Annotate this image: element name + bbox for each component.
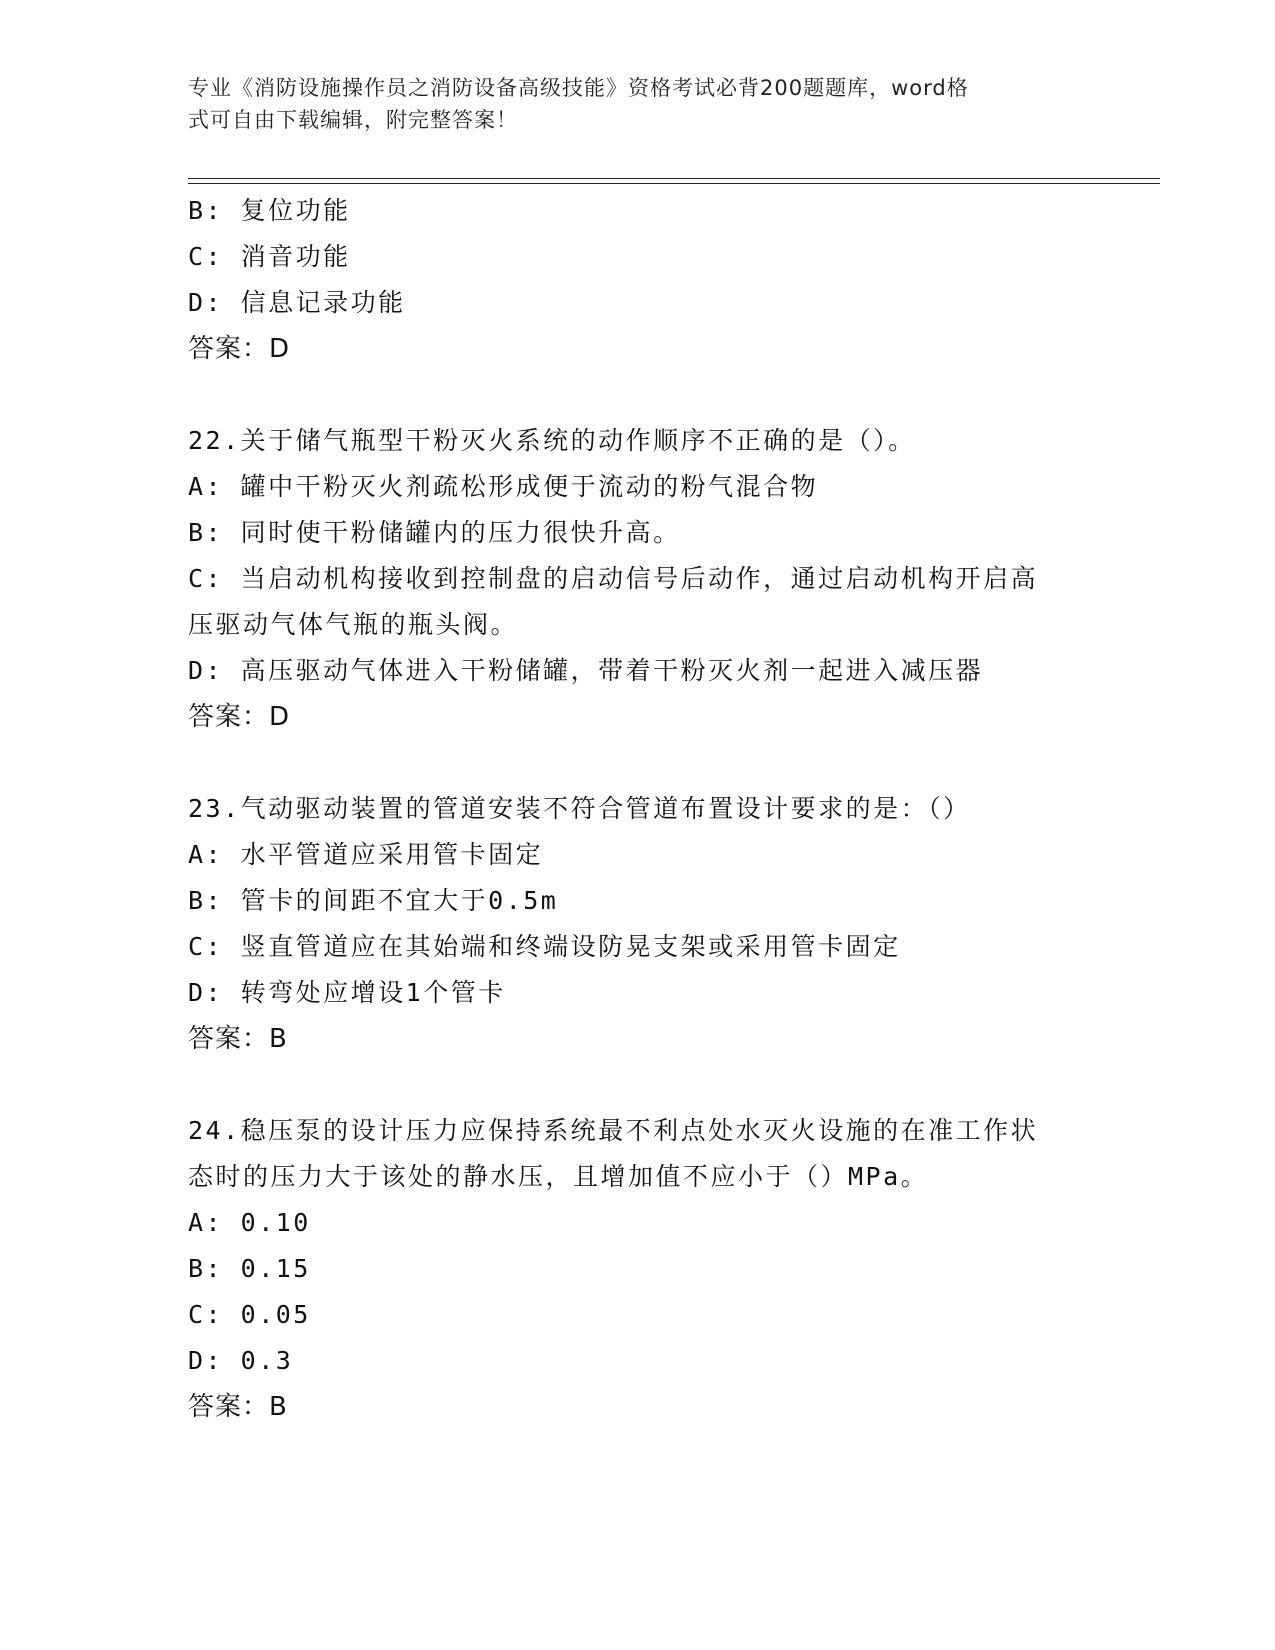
answer-line: 答案：D xyxy=(188,334,291,364)
option-b: B: 同时使干粉储罐内的压力很快升高。 xyxy=(188,518,681,547)
option-b: B: 0.15 xyxy=(188,1254,311,1283)
spacer xyxy=(188,372,1088,418)
option-a: A: 0.10 xyxy=(188,1208,311,1237)
question-22 xyxy=(188,418,1088,740)
option-c: C: 当启动机构接收到控制盘的启动信号后动作，通过启动机构开启高 xyxy=(188,564,1039,593)
spacer xyxy=(188,740,1088,786)
header-line-2: 式可自由下载编辑，附完整答案！ xyxy=(188,108,518,132)
option-a: A: 罐中干粉灭火剂疏松形成便于流动的粉气混合物 xyxy=(188,472,819,501)
question-stem: 24.稳压泵的设计压力应保持系统最不利点处水灭火设施的在准工作状 xyxy=(188,1116,1039,1145)
question-21-continuation xyxy=(188,188,1088,372)
answer-line: 答案：B xyxy=(188,1392,288,1422)
option-a: A: 水平管道应采用管卡固定 xyxy=(188,840,544,869)
option-c: C: 0.05 xyxy=(188,1300,311,1329)
question-stem-continued: 态时的压力大于该处的静水压，且增加值不应小于（）MPa。 xyxy=(188,1162,929,1191)
question-stem: 22.关于储气瓶型干粉灭火系统的动作顺序不正确的是（）。 xyxy=(188,426,916,455)
header-divider-top xyxy=(188,178,1160,179)
option-b: B: 管卡的间距不宜大于0.5m xyxy=(188,886,559,915)
spacer xyxy=(188,1062,1088,1108)
option-c: C: 竖直管道应在其始端和终端设防晃支架或采用管卡固定 xyxy=(188,932,901,961)
question-24 xyxy=(188,1108,1088,1430)
header-divider-bottom xyxy=(188,183,1160,184)
option-b: B: 复位功能 xyxy=(188,196,351,225)
option-d: D: 信息记录功能 xyxy=(188,288,406,317)
option-d: D: 高压驱动气体进入干粉储罐，带着干粉灭火剂一起进入减压器 xyxy=(188,656,984,685)
question-stem: 23.气动驱动装置的管道安装不符合管道布置设计要求的是：（） xyxy=(188,794,971,823)
option-d: D: 0.3 xyxy=(188,1346,294,1375)
option-d: D: 转弯处应增设1个管卡 xyxy=(188,978,506,1007)
question-content xyxy=(188,188,1088,1430)
document-header xyxy=(188,72,1068,136)
question-23 xyxy=(188,786,1088,1062)
answer-line: 答案：D xyxy=(188,702,291,732)
option-c-continued: 压驱动气体气瓶的瓶头阀。 xyxy=(188,610,519,639)
answer-line: 答案：B xyxy=(188,1024,288,1054)
header-line-1: 专业《消防设施操作员之消防设备高级技能》资格考试必背200题题库，word格 xyxy=(188,76,969,100)
option-c: C: 消音功能 xyxy=(188,242,351,271)
